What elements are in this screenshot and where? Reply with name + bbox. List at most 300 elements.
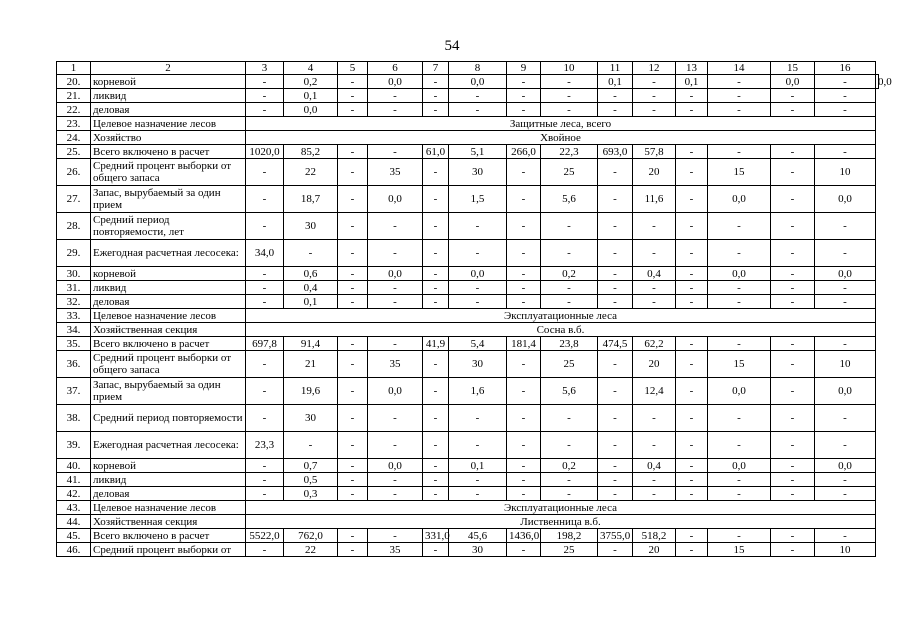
row-number-cell: 43.: [57, 501, 91, 515]
row-label-cell: Ежегодная расчетная лесосека:: [91, 432, 246, 459]
value-cell: -: [449, 487, 507, 501]
page-number: 54: [444, 38, 460, 54]
table-row: [57, 323, 879, 337]
value-cell: -: [815, 487, 876, 501]
row-number-cell: 39.: [57, 432, 91, 459]
row-label-cell: Средний процент выборки от общего запаса: [91, 159, 246, 186]
row-number-cell: 41.: [57, 473, 91, 487]
value-cell: 0,0: [771, 75, 815, 89]
value-cell: -: [449, 281, 507, 295]
value-cell: -: [507, 186, 541, 213]
value-cell: -: [368, 295, 423, 309]
value-cell: -: [423, 487, 449, 501]
value-cell: -: [771, 281, 815, 295]
value-cell: 22: [284, 543, 338, 557]
value-cell: -: [771, 473, 815, 487]
value-cell: -: [633, 240, 676, 267]
table-row: [57, 351, 879, 378]
value-cell: -: [338, 351, 368, 378]
row-number-cell: 31.: [57, 281, 91, 295]
value-cell: -: [541, 487, 598, 501]
value-cell: -: [338, 186, 368, 213]
value-cell: 15: [708, 543, 771, 557]
value-cell: -: [507, 543, 541, 557]
table-row: [57, 117, 879, 131]
value-cell: -: [507, 487, 541, 501]
value-cell: -: [541, 473, 598, 487]
value-cell: 474,5: [598, 337, 633, 351]
row-label-cell: деловая: [91, 103, 246, 117]
value-cell: 0,1: [284, 89, 338, 103]
value-cell: -: [284, 240, 338, 267]
value-cell: -: [598, 281, 633, 295]
value-cell: -: [708, 337, 771, 351]
value-cell: -: [771, 295, 815, 309]
value-cell: -: [507, 405, 541, 432]
value-cell: 5,6: [541, 186, 598, 213]
value-cell: -: [507, 159, 541, 186]
value-cell: -: [423, 267, 449, 281]
value-cell: -: [676, 473, 708, 487]
value-cell: -: [368, 89, 423, 103]
value-cell: -: [633, 487, 676, 501]
value-cell: -: [676, 529, 708, 543]
row-number-cell: 37.: [57, 378, 91, 405]
value-cell: 1020,0: [246, 145, 284, 159]
value-cell: -: [815, 240, 876, 267]
value-cell: -: [676, 432, 708, 459]
value-cell: -: [338, 543, 368, 557]
value-cell: -: [708, 487, 771, 501]
value-cell: -: [507, 240, 541, 267]
value-cell: 0,0: [815, 186, 876, 213]
value-cell: 1,5: [449, 186, 507, 213]
value-cell: 0,0: [368, 75, 423, 89]
value-cell: -: [676, 186, 708, 213]
row-number-cell: 27.: [57, 186, 91, 213]
value-cell: -: [423, 543, 449, 557]
row-number-cell: 42.: [57, 487, 91, 501]
value-cell: -: [708, 432, 771, 459]
value-cell: -: [815, 473, 876, 487]
section-value-cell: Эксплуатационные леса: [246, 309, 876, 323]
value-cell: 15: [708, 351, 771, 378]
value-cell: 0,1: [449, 459, 507, 473]
value-cell: -: [423, 281, 449, 295]
value-cell: 19,6: [284, 378, 338, 405]
value-cell: 11,6: [633, 186, 676, 213]
value-cell: -: [541, 103, 598, 117]
value-cell: -: [246, 89, 284, 103]
table-row: [57, 432, 879, 459]
value-cell: -: [507, 459, 541, 473]
value-cell: 45,6: [449, 529, 507, 543]
column-number-cell: 9: [507, 62, 541, 75]
table-row: [57, 501, 879, 515]
value-cell: 3755,0: [598, 529, 633, 543]
forest-table: [56, 61, 892, 557]
value-cell: -: [246, 267, 284, 281]
value-cell: 0,0: [708, 186, 771, 213]
value-cell: -: [676, 351, 708, 378]
value-cell: -: [246, 459, 284, 473]
row-number-cell: 32.: [57, 295, 91, 309]
value-cell: 23,8: [541, 337, 598, 351]
table-row: [57, 487, 879, 501]
row-label-cell: Целевое назначение лесов: [91, 309, 246, 323]
row-label-cell: Всего включено в расчет: [91, 337, 246, 351]
value-cell: -: [507, 267, 541, 281]
row-label-cell: Средний период повторяемости: [91, 405, 246, 432]
column-number-cell: 15: [771, 62, 815, 75]
value-cell: -: [541, 281, 598, 295]
value-cell: -: [246, 473, 284, 487]
row-number-cell: 36.: [57, 351, 91, 378]
value-cell: -: [507, 473, 541, 487]
table-row: [57, 103, 879, 117]
value-cell: 0,4: [633, 267, 676, 281]
table-row: [57, 378, 879, 405]
value-cell: 0,1: [598, 75, 633, 89]
value-cell: -: [708, 281, 771, 295]
value-cell: -: [423, 473, 449, 487]
value-cell: 22,3: [541, 145, 598, 159]
value-cell: -: [676, 240, 708, 267]
value-cell: -: [423, 103, 449, 117]
row-number-cell: 22.: [57, 103, 91, 117]
value-cell: -: [507, 213, 541, 240]
row-label-cell: Целевое назначение лесов: [91, 117, 246, 131]
value-cell: -: [771, 186, 815, 213]
row-label-cell: Целевое назначение лесов: [91, 501, 246, 515]
table-row: [57, 159, 879, 186]
row-label-cell: Средний период повторяемости, лет: [91, 213, 246, 240]
value-cell: 25: [541, 543, 598, 557]
value-cell: -: [771, 103, 815, 117]
row-label-cell: Всего включено в расчет: [91, 145, 246, 159]
value-cell: -: [541, 213, 598, 240]
column-number-cell: 14: [708, 62, 771, 75]
value-cell: 693,0: [598, 145, 633, 159]
value-cell: -: [449, 405, 507, 432]
value-cell: -: [338, 529, 368, 543]
column-number-cell: 4: [284, 62, 338, 75]
value-cell: -: [676, 405, 708, 432]
row-label-cell: Ежегодная расчетная лесосека:: [91, 240, 246, 267]
value-cell: 30: [449, 543, 507, 557]
value-cell: -: [449, 240, 507, 267]
row-number-cell: 24.: [57, 131, 91, 145]
value-cell: -: [368, 473, 423, 487]
table-row: [57, 543, 879, 557]
value-cell: -: [423, 295, 449, 309]
value-cell: -: [815, 89, 876, 103]
value-cell: 0,0: [368, 186, 423, 213]
value-cell: -: [771, 378, 815, 405]
value-cell: -: [449, 295, 507, 309]
table-row: [57, 213, 879, 240]
value-cell: 0,0: [708, 459, 771, 473]
value-cell: -: [708, 529, 771, 543]
table-row: [57, 473, 879, 487]
row-number-cell: 38.: [57, 405, 91, 432]
value-cell: -: [676, 89, 708, 103]
value-cell: -: [368, 213, 423, 240]
value-cell: -: [284, 432, 338, 459]
value-cell: -: [771, 267, 815, 281]
value-cell: -: [541, 295, 598, 309]
value-cell: -: [368, 487, 423, 501]
value-cell: -: [368, 145, 423, 159]
value-cell: 0,2: [541, 459, 598, 473]
row-label-cell: Средний процент выборки от: [91, 543, 246, 557]
value-cell: -: [676, 459, 708, 473]
value-cell: -: [708, 240, 771, 267]
value-cell: -: [507, 103, 541, 117]
column-number-cell: 1: [57, 62, 91, 75]
value-cell: -: [633, 213, 676, 240]
table-row: [57, 337, 879, 351]
column-number-cell: 13: [676, 62, 708, 75]
value-cell: -: [338, 378, 368, 405]
value-cell: -: [246, 281, 284, 295]
row-label-cell: корневой: [91, 459, 246, 473]
value-cell: -: [246, 159, 284, 186]
row-number-cell: 25.: [57, 145, 91, 159]
table-row: [57, 267, 879, 281]
value-cell: 181,4: [507, 337, 541, 351]
value-cell: 5,6: [541, 378, 598, 405]
value-cell: 0,0: [368, 459, 423, 473]
value-cell: -: [598, 186, 633, 213]
value-cell: 30: [449, 159, 507, 186]
value-cell: -: [507, 295, 541, 309]
value-cell: -: [771, 240, 815, 267]
value-cell: -: [541, 240, 598, 267]
value-cell: 0,0: [449, 267, 507, 281]
value-cell: -: [676, 543, 708, 557]
value-cell: 0,0: [708, 378, 771, 405]
value-cell: -: [598, 240, 633, 267]
value-cell: -: [771, 159, 815, 186]
value-cell: 1,6: [449, 378, 507, 405]
value-cell: 57,8: [633, 145, 676, 159]
value-cell: -: [598, 405, 633, 432]
value-cell: -: [771, 351, 815, 378]
row-label-cell: деловая: [91, 295, 246, 309]
value-cell: -: [815, 295, 876, 309]
value-cell: -: [507, 75, 541, 89]
value-cell: 331,0: [423, 529, 449, 543]
value-cell: -: [368, 405, 423, 432]
value-cell: -: [676, 378, 708, 405]
value-cell: -: [771, 405, 815, 432]
row-number-cell: 35.: [57, 337, 91, 351]
value-cell: -: [423, 459, 449, 473]
row-number-cell: 40.: [57, 459, 91, 473]
value-cell: 91,4: [284, 337, 338, 351]
value-cell: -: [598, 351, 633, 378]
value-cell: -: [598, 159, 633, 186]
row-label-cell: Всего включено в расчет: [91, 529, 246, 543]
value-cell: -: [507, 281, 541, 295]
row-number-cell: 23.: [57, 117, 91, 131]
value-cell: 762,0: [284, 529, 338, 543]
value-cell: -: [507, 89, 541, 103]
value-cell: -: [338, 267, 368, 281]
value-cell: -: [541, 405, 598, 432]
value-cell: 18,7: [284, 186, 338, 213]
row-label-cell: Хозяйство: [91, 131, 246, 145]
value-cell: 22: [284, 159, 338, 186]
value-cell: 62,2: [633, 337, 676, 351]
value-cell: -: [598, 487, 633, 501]
value-cell: -: [246, 103, 284, 117]
row-number-cell: 30.: [57, 267, 91, 281]
value-cell: 0,4: [284, 281, 338, 295]
value-cell: 0,0: [368, 378, 423, 405]
table-row: [57, 186, 879, 213]
value-cell: -: [633, 432, 676, 459]
value-cell: -: [507, 432, 541, 459]
value-cell: -: [815, 75, 876, 89]
column-number-cell: 2: [91, 62, 246, 75]
value-cell: -: [771, 89, 815, 103]
value-cell: 5,1: [449, 145, 507, 159]
value-cell: 41,9: [423, 337, 449, 351]
value-cell: -: [368, 103, 423, 117]
table-row: [57, 309, 879, 323]
value-cell: -: [423, 378, 449, 405]
value-cell: -: [368, 529, 423, 543]
value-cell: -: [708, 473, 771, 487]
value-cell: -: [368, 337, 423, 351]
value-cell: 25: [541, 351, 598, 378]
value-cell: 23,3: [246, 432, 284, 459]
value-cell: -: [633, 103, 676, 117]
value-cell: 30: [284, 405, 338, 432]
table-row: [57, 295, 879, 309]
value-cell: -: [368, 432, 423, 459]
value-cell: -: [541, 432, 598, 459]
value-cell: -: [771, 145, 815, 159]
value-cell: 0,1: [284, 295, 338, 309]
value-cell: 25: [541, 159, 598, 186]
row-label-cell: деловая: [91, 487, 246, 501]
value-cell: -: [246, 487, 284, 501]
value-cell: -: [708, 103, 771, 117]
row-label-cell: ликвид: [91, 89, 246, 103]
value-cell: -: [771, 543, 815, 557]
section-value-cell: Сосна в.б.: [246, 323, 876, 337]
row-number-cell: 26.: [57, 159, 91, 186]
value-cell: -: [246, 378, 284, 405]
value-cell: -: [423, 351, 449, 378]
row-label-cell: Запас, вырубаемый за один прием: [91, 378, 246, 405]
row-label-cell: корневой: [91, 75, 246, 89]
value-cell: -: [633, 89, 676, 103]
row-label-cell: Средний процент выборки от общего запаса: [91, 351, 246, 378]
column-number-cell: 8: [449, 62, 507, 75]
value-cell: -: [338, 473, 368, 487]
value-cell: 0,2: [284, 75, 338, 89]
value-cell: -: [338, 213, 368, 240]
value-cell: -: [815, 432, 876, 459]
value-cell: -: [676, 487, 708, 501]
table-row: [57, 89, 879, 103]
value-cell: 30: [449, 351, 507, 378]
value-cell: -: [246, 75, 284, 89]
value-cell: -: [338, 405, 368, 432]
value-cell: 20: [633, 543, 676, 557]
value-cell: 0,2: [541, 267, 598, 281]
value-cell: -: [815, 213, 876, 240]
value-cell: -: [676, 159, 708, 186]
value-cell: -: [676, 145, 708, 159]
value-cell: -: [246, 351, 284, 378]
value-cell: -: [815, 103, 876, 117]
row-number-cell: 46.: [57, 543, 91, 557]
value-cell: -: [633, 281, 676, 295]
value-cell: -: [246, 295, 284, 309]
value-cell: 0,3: [284, 487, 338, 501]
value-cell: -: [815, 529, 876, 543]
value-cell: -: [541, 75, 598, 89]
value-cell: 35: [368, 543, 423, 557]
value-cell: -: [338, 487, 368, 501]
row-label-cell: ликвид: [91, 281, 246, 295]
table-row: [57, 131, 879, 145]
value-cell: 10: [815, 159, 876, 186]
row-label-cell: Хозяйственная секция: [91, 515, 246, 529]
table-row: [57, 281, 879, 295]
value-cell: 61,0: [423, 145, 449, 159]
value-cell: 0,0: [815, 378, 876, 405]
value-cell: -: [368, 240, 423, 267]
value-cell: -: [449, 432, 507, 459]
value-cell: -: [423, 75, 449, 89]
value-cell: 15: [708, 159, 771, 186]
value-cell: -: [338, 159, 368, 186]
value-cell: -: [598, 89, 633, 103]
value-cell: 0,0: [876, 75, 879, 89]
value-cell: 0,0: [449, 75, 507, 89]
value-cell: 697,8: [246, 337, 284, 351]
row-label-cell: Хозяйственная секция: [91, 323, 246, 337]
value-cell: 5522,0: [246, 529, 284, 543]
value-cell: -: [771, 213, 815, 240]
value-cell: 12,4: [633, 378, 676, 405]
value-cell: -: [708, 89, 771, 103]
column-number-row: [57, 62, 879, 75]
value-cell: -: [708, 405, 771, 432]
row-number-cell: 29.: [57, 240, 91, 267]
value-cell: 518,2: [633, 529, 676, 543]
column-number-cell: 3: [246, 62, 284, 75]
value-cell: -: [676, 337, 708, 351]
value-cell: 266,0: [507, 145, 541, 159]
value-cell: -: [449, 473, 507, 487]
value-cell: -: [633, 295, 676, 309]
row-label-cell: корневой: [91, 267, 246, 281]
value-cell: -: [815, 337, 876, 351]
value-cell: -: [338, 432, 368, 459]
row-number-cell: 33.: [57, 309, 91, 323]
row-label-cell: ликвид: [91, 473, 246, 487]
value-cell: -: [246, 543, 284, 557]
value-cell: 30: [284, 213, 338, 240]
value-cell: -: [598, 103, 633, 117]
